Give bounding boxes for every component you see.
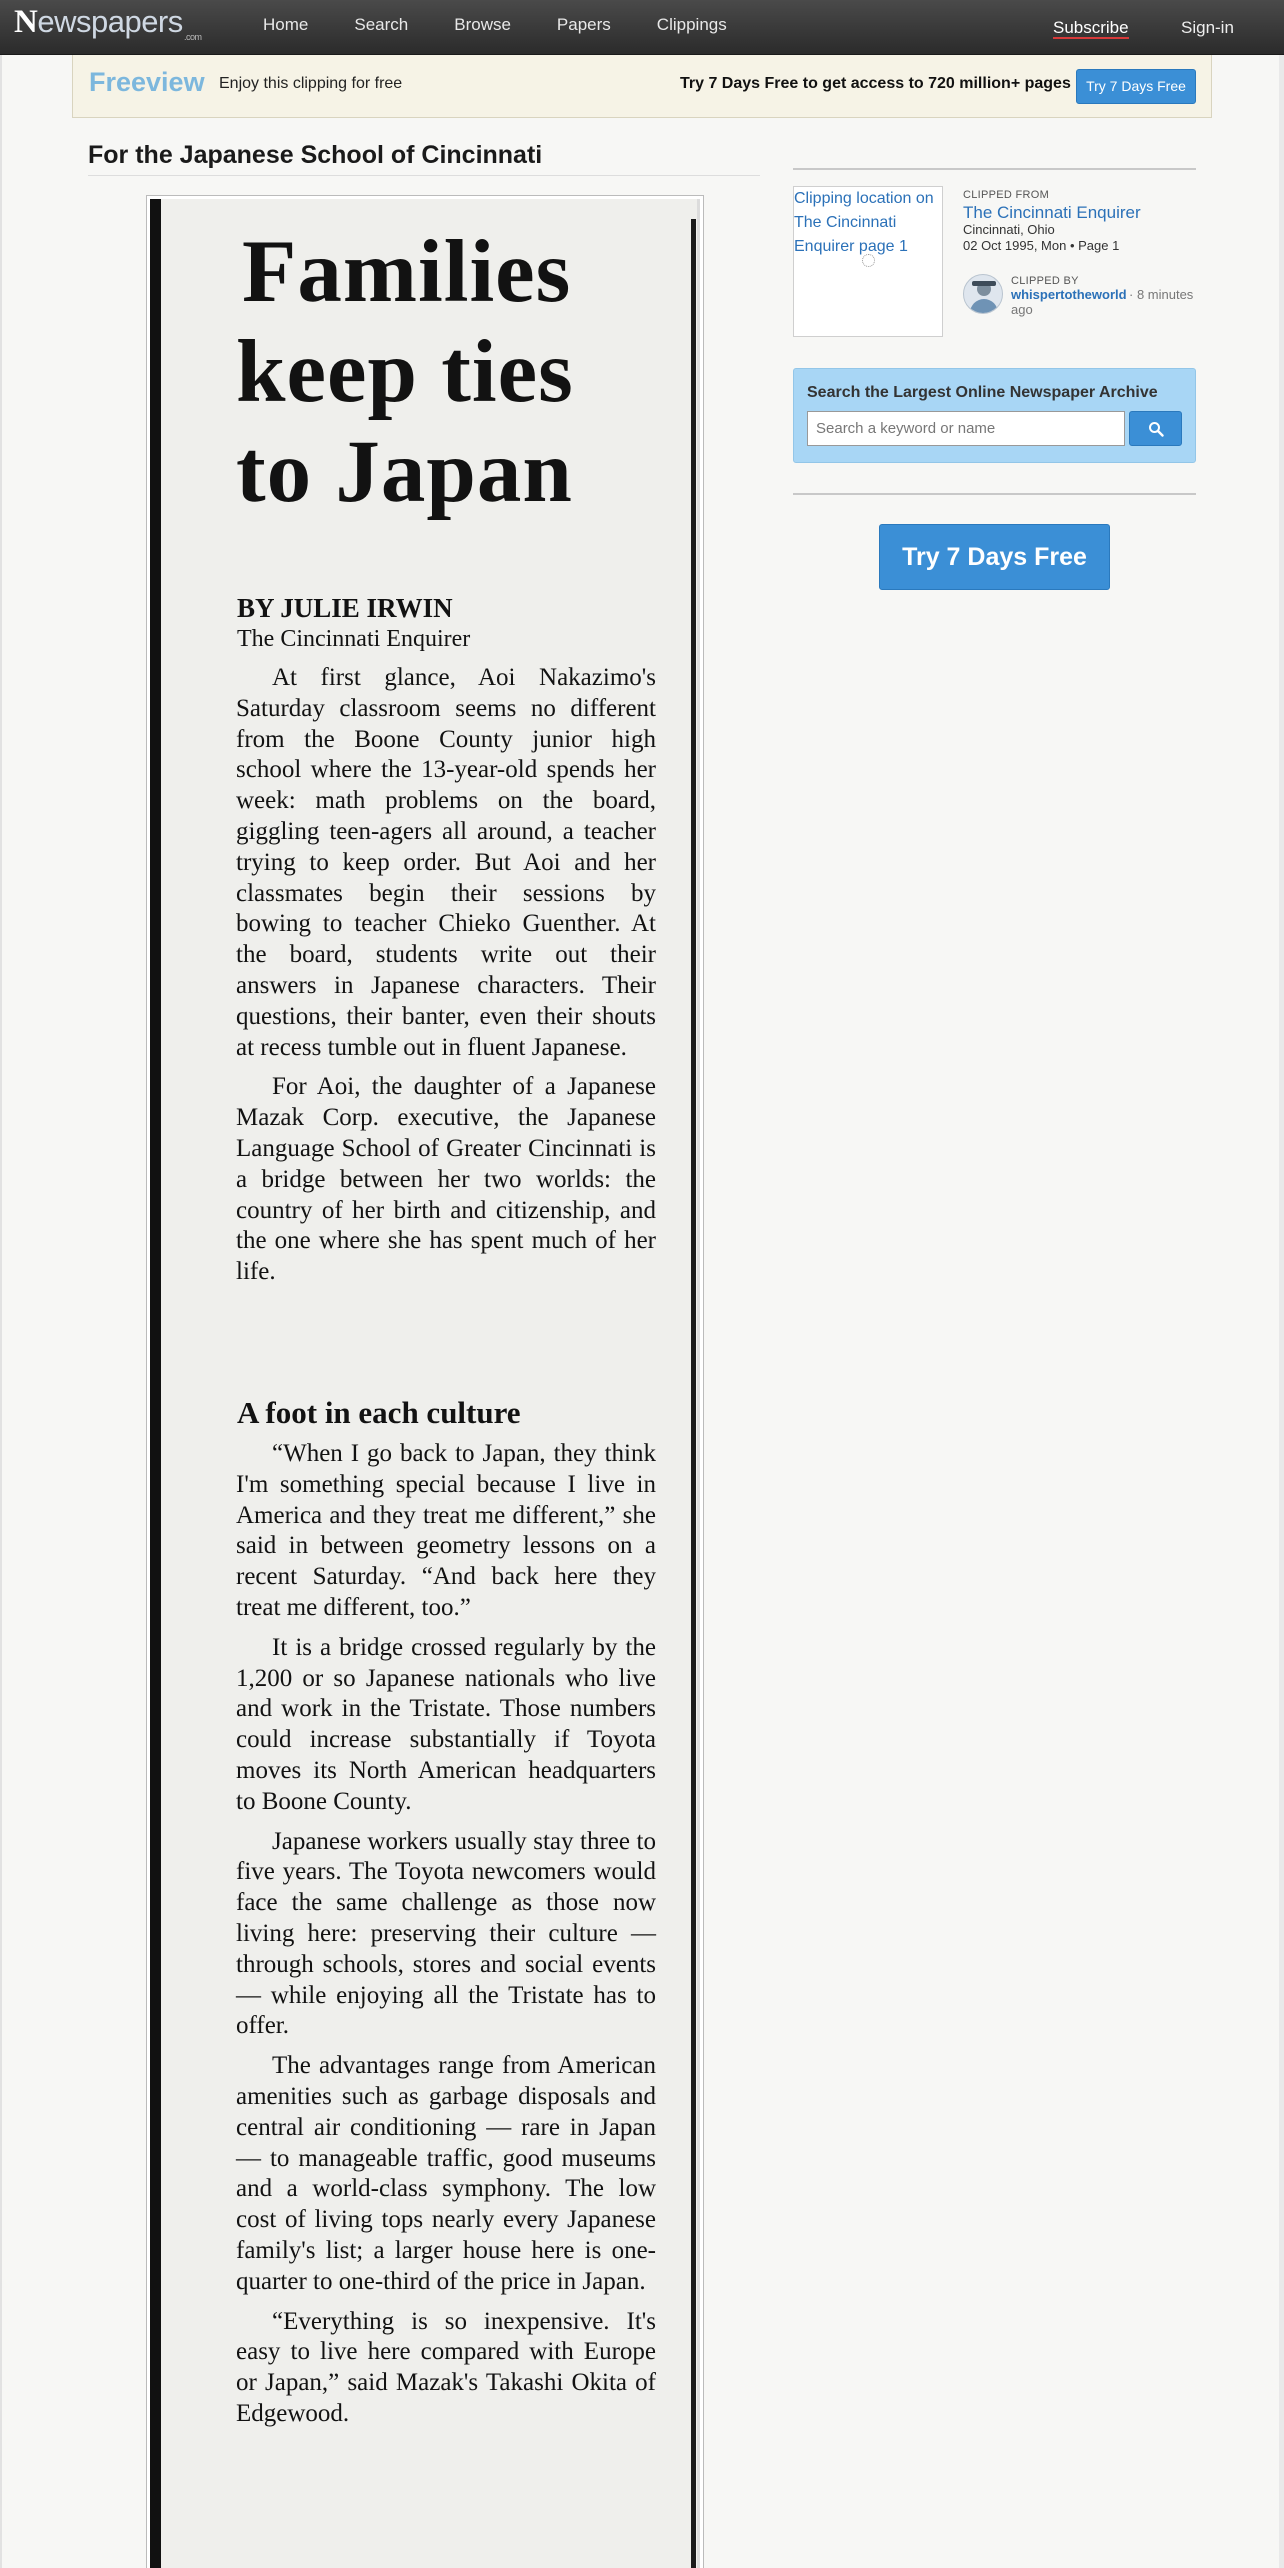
archive-search-box xyxy=(793,368,1196,463)
sidebar-divider-top xyxy=(793,168,1196,170)
newspaper-location: Cincinnati, Ohio xyxy=(963,222,1055,237)
page-scrollbar[interactable] xyxy=(1279,55,1284,2568)
freeview-text: Enjoy this clipping for free xyxy=(219,75,403,92)
headline-line-2: keep ties xyxy=(236,323,574,421)
loading-spinner-icon xyxy=(862,254,875,267)
nav-browse[interactable]: Browse xyxy=(454,15,511,34)
clipping-column-rule xyxy=(691,219,696,2568)
freeview-brand: Freeview xyxy=(89,67,205,97)
archive-search-input[interactable] xyxy=(807,411,1125,446)
clipping-title: For the Japanese School of Cincinnati xyxy=(88,141,543,169)
logo-letter: N xyxy=(14,4,38,40)
article-paragraph: It is a bridge crossed regularly by the 1,200 or so Japanese nationals who live and work in the Tristate. Those numbers could increase substantially if Toyota moves its North American headquarters to Boone County. xyxy=(236,1633,656,1815)
clipping-location-thumbnail[interactable] xyxy=(793,186,943,337)
thumbnail-alt-text: Clipping location on The Cincinnati Enquirer page 1 xyxy=(794,190,934,255)
freeview-banner xyxy=(72,55,1212,118)
nav-papers[interactable]: Papers xyxy=(556,15,611,34)
article-subhead: A foot in each culture xyxy=(237,1395,521,1430)
sidebar-divider-bottom xyxy=(793,493,1196,495)
signin-link[interactable]: Sign-in xyxy=(1181,18,1234,37)
clipped-time-ago: · 8 minutes ago xyxy=(1011,287,1194,317)
article-body-2 xyxy=(236,1439,656,2439)
newspaper-name-link[interactable]: The Cincinnati Enquirer xyxy=(963,203,1141,222)
nav-clippings[interactable]: Clippings xyxy=(656,15,727,34)
try-free-button[interactable]: Try 7 Days Free xyxy=(879,524,1110,590)
article-paragraph: The advantages range from American amenities such as garbage disposals and central air conditioning — rare in Japan — to manageable traffic, good museums and a world-class symphony. The low cost of living tops nearly every Japanese family's list; a larger house here is one-quarter to one-third of the price in Japan. xyxy=(236,2052,656,2295)
article-paragraph: “When I go back to Japan, they think I'm something special because I live in America and they treat me different,” she said in between geometry lessons on a recent Saturday. “And back here they treat me different, too.” xyxy=(236,1440,656,1621)
page-left-border xyxy=(0,55,2,2568)
nav-search[interactable]: Search xyxy=(354,15,409,34)
clipped-by-label: CLIPPED BY xyxy=(1011,275,1079,287)
banner-try-free-button[interactable]: Try 7 Days Free xyxy=(1076,69,1196,104)
article-source: The Cincinnati Enquirer xyxy=(237,626,471,652)
clipped-from-label: CLIPPED FROM xyxy=(963,189,1050,201)
article-paragraph: Japanese workers usually stay three to five years. The Toyota newcomers would face the same challenge as those now living here: preserving their culture — through schools, stores and social events — while enjoying all the Tristate has to offer. xyxy=(236,1827,656,2040)
archive-search-label: Search the Largest Online Newspaper Archive xyxy=(807,384,1158,401)
clipping-dark-edge xyxy=(150,199,161,2568)
headline-line-1: Families xyxy=(242,223,572,321)
logo-suffix: .com xyxy=(184,32,202,42)
top-navigation-bar xyxy=(0,0,1284,55)
subscribe-link[interactable]: Subscribe xyxy=(1053,18,1129,37)
freeview-promo: Try 7 Days Free to get access to 720 million+ pages xyxy=(680,75,1071,92)
archive-search-button[interactable] xyxy=(1129,411,1182,446)
clipper-username-link[interactable]: whispertotheworld xyxy=(1011,287,1127,302)
avatar-body-icon xyxy=(970,299,998,314)
title-divider xyxy=(88,175,760,176)
article-byline: BY JULIE IRWIN xyxy=(237,593,453,623)
article-body-1 xyxy=(236,663,656,1297)
newspapers-logo[interactable] xyxy=(14,4,202,44)
clipping-image[interactable] xyxy=(150,199,700,2568)
clipping-margin xyxy=(697,199,700,2568)
headline-line-3: to Japan xyxy=(236,423,573,521)
main-nav xyxy=(240,0,750,52)
search-icon xyxy=(1148,421,1164,437)
nav-home[interactable]: Home xyxy=(263,15,309,34)
article-paragraph: At first glance, Aoi Nakazimo's Saturday classroom seems no different from the Boone County junior high school where the 13-year-old spends her week: math problems on the board, giggling teen-agers all around, a teacher trying to keep order. But Aoi and her classmates begin their sessions by bowing to teacher Chieko Guenther. At the board, students write out their answers in Japanese characters. Their questions, their banter, even their shouts at recess tumble out in fluent Japanese. xyxy=(236,664,656,1061)
newspaper-date-page: 02 Oct 1995, Mon • Page 1 xyxy=(963,238,1120,253)
clipper-avatar[interactable] xyxy=(963,274,1003,314)
article-paragraph: “Everything is so inexpensive. It's easy to live here compared with Europe or Japan,” said Mazak's Takashi Okita of Edgewood. xyxy=(236,2307,656,2427)
article-paragraph: For Aoi, the daughter of a Japanese Mazak Corp. executive, the Japanese Language School of Greater Cincinnati is a bridge between her two worlds: the country of her birth and citizenship, and the one where she has spent much of her life. xyxy=(236,1073,656,1286)
avatar-hat-icon xyxy=(972,281,996,286)
logo-wordmark: ewspapers xyxy=(37,4,183,39)
